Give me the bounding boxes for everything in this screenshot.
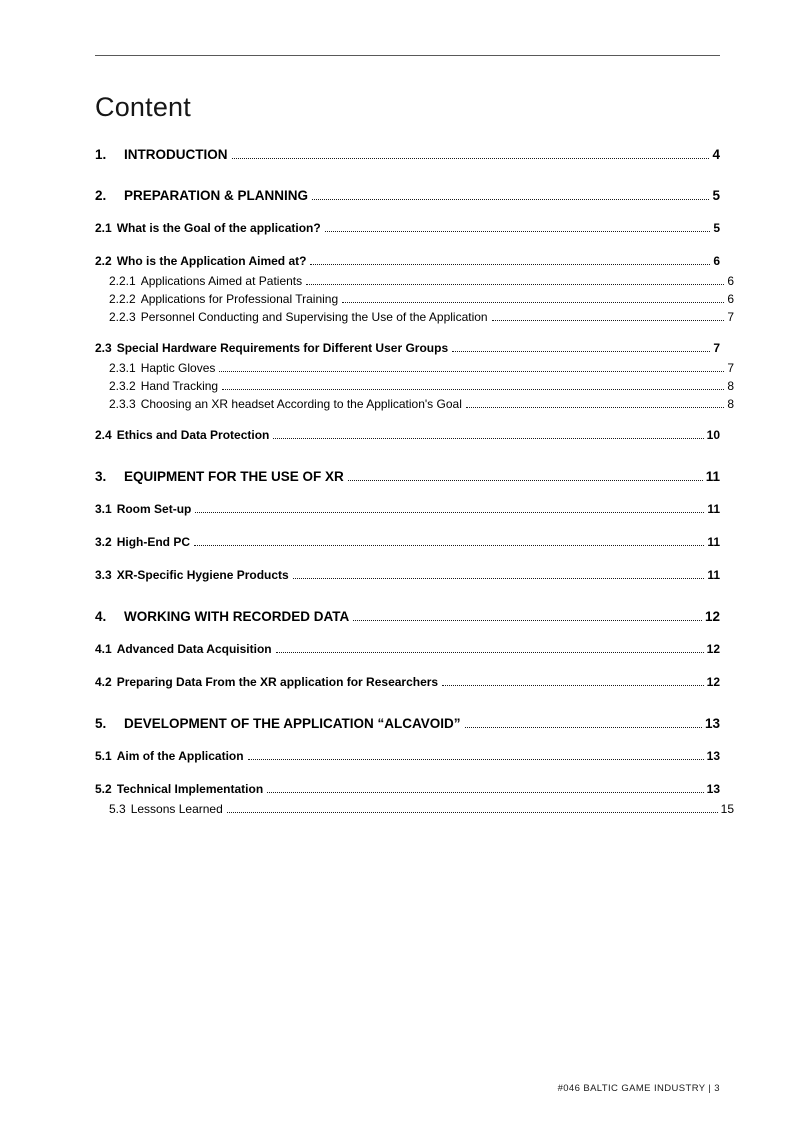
toc-entry-number: 2.2.1 — [109, 274, 136, 288]
toc-entry-title: Choosing an XR headset According to the Application's Goal — [140, 397, 462, 411]
toc-entry-number: 3. — [95, 469, 107, 484]
toc-entry-page: 8 — [727, 397, 734, 411]
toc-entry — [95, 397, 734, 412]
toc-entry — [95, 292, 734, 307]
toc-entry — [95, 607, 720, 626]
toc-entry-number: 2.3.3 — [109, 397, 136, 411]
page-footer: #046 BALTIC GAME INDUSTRY | 3 — [557, 1083, 720, 1094]
toc-entry-title: Haptic Gloves — [140, 361, 216, 375]
toc-entry-page: 12 — [706, 642, 720, 656]
dot-leader — [492, 320, 725, 321]
toc-entry-title: Applications Aimed at Patients — [140, 274, 303, 288]
toc-entry — [95, 566, 720, 585]
dot-leader — [325, 231, 711, 232]
toc-entry-number: 3.2 — [95, 535, 112, 549]
dot-leader — [232, 158, 710, 159]
toc-entry-number: 5. — [95, 716, 107, 731]
toc-entry-page: 13 — [704, 716, 720, 731]
toc-entry-number: 3.3 — [95, 568, 112, 582]
page-title: Content — [95, 92, 191, 122]
dot-leader — [452, 351, 710, 352]
toc-entry-title: Technical Implementation — [116, 782, 264, 796]
toc-entry-title: High-End PC — [116, 535, 191, 549]
dot-leader — [293, 578, 705, 579]
toc-entry-page: 5 — [713, 221, 720, 235]
toc-entry-title: Preparing Data From the XR application for Researchers — [116, 675, 439, 689]
toc-entry — [95, 467, 720, 486]
toc-entry-number: 4.2 — [95, 675, 112, 689]
toc-entry — [95, 361, 734, 376]
toc-list — [95, 145, 734, 817]
dot-leader — [312, 199, 709, 200]
toc-entry-page: 11 — [707, 568, 720, 582]
toc-entry-page: 5 — [712, 188, 720, 203]
toc-entry-title: PREPARATION & PLANNING — [124, 188, 309, 203]
toc-entry — [95, 339, 720, 358]
toc-entry-title: Lessons Learned — [130, 802, 223, 816]
toc-entry — [95, 426, 720, 445]
dot-leader — [276, 652, 704, 653]
toc-entry-page: 7 — [713, 341, 720, 355]
toc-entry-title: XR-Specific Hygiene Products — [116, 568, 289, 582]
toc-entry-page: 13 — [706, 749, 720, 763]
toc-entry-number: 4. — [95, 609, 107, 624]
toc-entry-number: 3.1 — [95, 502, 112, 516]
toc-entry-title: Personnel Conducting and Supervising the Use of the Application — [140, 310, 488, 324]
toc-entry — [95, 310, 734, 325]
toc-entry-number: 2.4 — [95, 428, 112, 442]
toc-entry-title: Special Hardware Requirements for Different User Groups — [116, 341, 449, 355]
dot-leader — [442, 685, 704, 686]
toc-entry-number: 2.3.1 — [109, 361, 136, 375]
toc-entry-number: 4.1 — [95, 642, 112, 656]
toc-entry-page: 11 — [707, 535, 720, 549]
dot-leader — [342, 302, 724, 303]
toc-entry — [95, 673, 720, 692]
dot-leader — [227, 812, 718, 813]
toc-entry — [95, 379, 734, 394]
toc-entry-number: 2.3 — [95, 341, 112, 355]
toc-entry-title: Aim of the Application — [116, 749, 244, 763]
dot-leader — [194, 545, 704, 546]
toc-entry-page: 10 — [706, 428, 720, 442]
dot-leader — [273, 438, 703, 439]
toc-entry-title: Ethics and Data Protection — [116, 428, 270, 442]
toc-entry-page: 7 — [727, 310, 734, 324]
header-rule — [95, 55, 720, 56]
toc-entry-title: Who is the Application Aimed at? — [116, 254, 307, 268]
toc-entry-title: EQUIPMENT FOR THE USE OF XR — [124, 469, 344, 484]
toc-entry-page: 7 — [727, 361, 734, 375]
toc-entry-number: 2.2 — [95, 254, 112, 268]
toc-entry-page: 6 — [713, 254, 720, 268]
toc-entry — [95, 145, 720, 164]
toc-entry — [95, 714, 720, 733]
toc-entry-page: 12 — [706, 675, 720, 689]
toc-entry — [95, 500, 720, 519]
dot-leader — [306, 284, 724, 285]
toc-entry-number: 1. — [95, 147, 107, 162]
toc-entry-number: 2.1 — [95, 221, 112, 235]
toc-entry — [95, 747, 720, 766]
toc-entry-number: 5.1 — [95, 749, 112, 763]
dot-leader — [219, 371, 724, 372]
dot-leader — [222, 389, 724, 390]
toc-entry — [95, 219, 720, 238]
toc-entry — [95, 802, 734, 817]
toc-entry-page: 6 — [727, 292, 734, 306]
dot-leader — [248, 759, 704, 760]
dot-leader — [195, 512, 704, 513]
dot-leader — [348, 480, 703, 481]
toc-section — [95, 92, 734, 817]
toc-entry-page: 13 — [706, 782, 720, 796]
toc-entry — [95, 533, 720, 552]
toc-entry-number: 5.2 — [95, 782, 112, 796]
toc-entry-title: INTRODUCTION — [124, 147, 228, 162]
toc-entry-title: Hand Tracking — [140, 379, 219, 393]
toc-entry — [95, 780, 720, 799]
toc-entry-page: 8 — [727, 379, 734, 393]
dot-leader — [466, 407, 724, 408]
toc-entry-page: 4 — [712, 147, 720, 162]
toc-entry-title: Advanced Data Acquisition — [116, 642, 272, 656]
toc-entry-number: 5.3 — [109, 802, 126, 816]
toc-entry-title: DEVELOPMENT OF THE APPLICATION “ALCAVOID” — [124, 716, 461, 731]
dot-leader — [465, 727, 702, 728]
toc-entry-number: 2.2.2 — [109, 292, 136, 306]
toc-entry — [95, 252, 720, 271]
toc-entry-page: 11 — [705, 469, 720, 484]
toc-entry — [95, 186, 720, 205]
toc-entry-page: 6 — [727, 274, 734, 288]
toc-entry — [95, 274, 734, 289]
dot-leader — [267, 792, 703, 793]
dot-leader — [353, 620, 702, 621]
toc-entry-number: 2.3.2 — [109, 379, 136, 393]
toc-entry — [95, 640, 720, 659]
toc-entry-page: 12 — [704, 609, 720, 624]
toc-entry-title: Room Set-up — [116, 502, 192, 516]
toc-entry-page: 15 — [720, 802, 734, 816]
toc-entry-title: WORKING WITH RECORDED DATA — [124, 609, 350, 624]
toc-entry-title: What is the Goal of the application? — [116, 221, 321, 235]
toc-entry-number: 2.2.3 — [109, 310, 136, 324]
toc-entry-page: 11 — [707, 502, 720, 516]
toc-entry-title: Applications for Professional Training — [140, 292, 339, 306]
dot-leader — [310, 264, 710, 265]
toc-entry-number: 2. — [95, 188, 107, 203]
